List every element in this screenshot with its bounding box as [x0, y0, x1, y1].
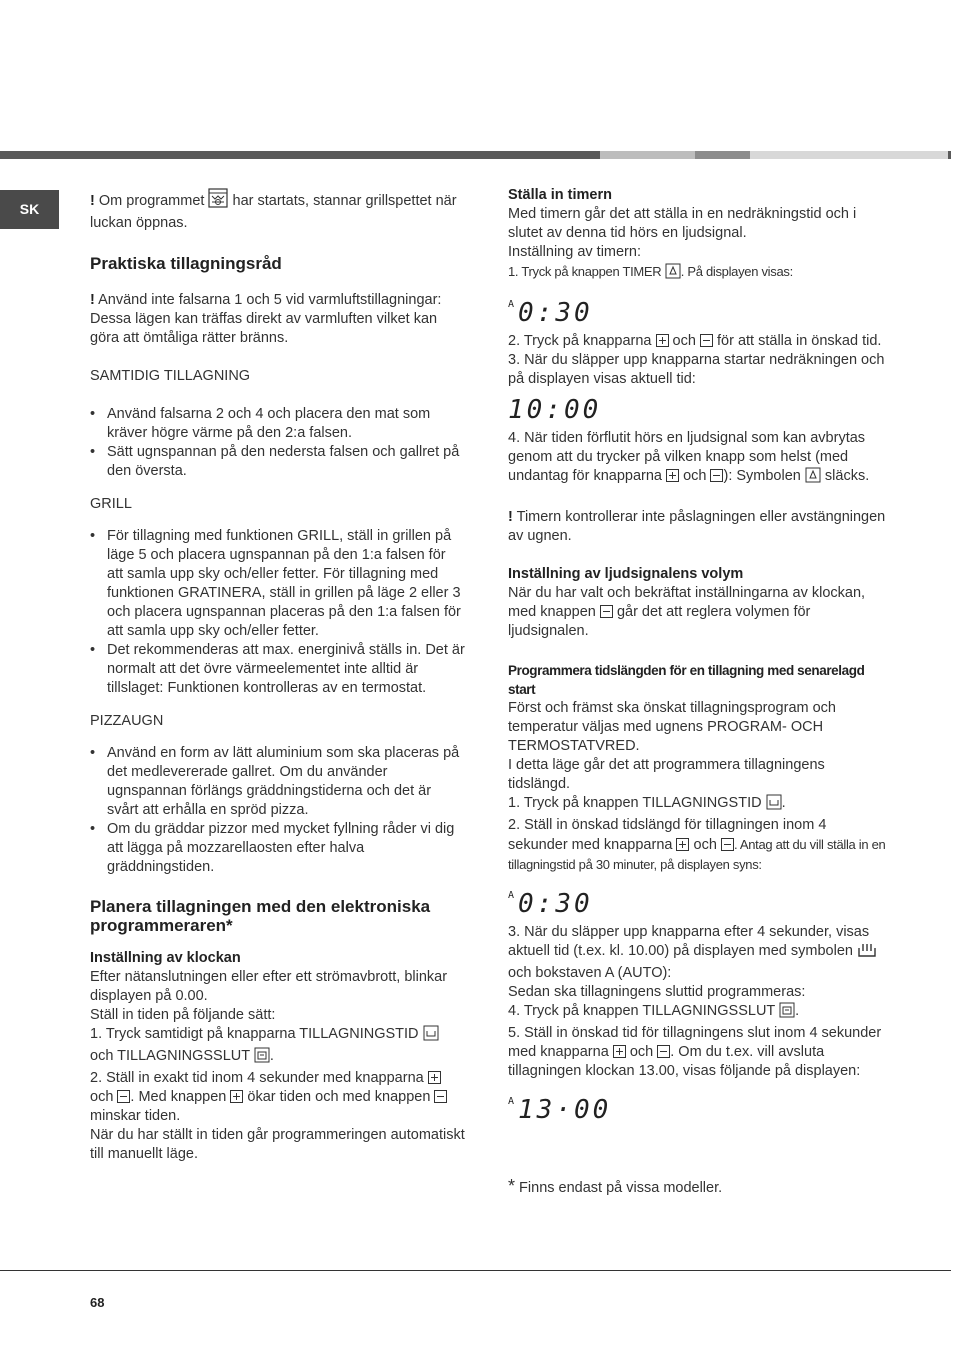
timern-text-2: Inställning av timern: [508, 244, 641, 260]
heading-pizza: PIZZAUGN [90, 713, 164, 729]
timern-step-1: 1. Tryck på knappen TIMER . På displayen visas: [508, 262, 888, 284]
klockan-text-3: När du har ställt in tiden går programmeringen automatiskt till manuellt läge. [90, 1127, 465, 1162]
klockan-text-2: Ställ in tiden på följande sätt: [90, 1007, 276, 1023]
timer-bell-icon [805, 467, 821, 489]
display-timer-030: $^A$ 0:30 [508, 298, 593, 328]
minus-button-icon [721, 838, 734, 851]
prog-text-3: Sedan ska tillagningens sluttid programmeras: [508, 984, 806, 1000]
minus-button-icon [117, 1090, 130, 1103]
heading-programmera: Programmera tidslängden för en tillagning med senarelagd start [508, 663, 865, 697]
klockan-step-2: 2. Ställ in exakt tid inom 4 sekunder med knapparna och . Med knappen ökar tiden och med knappen minskar tiden. [90, 1069, 465, 1126]
header-bar-mid [695, 151, 750, 159]
heading-ljud: Inställning av ljudsignalens volym [508, 566, 744, 582]
ljud-text: När du har valt och bekräftat inställningarna av klockan, med knappen går det att reglera volymen för ljudsignalen. [508, 585, 866, 639]
plus-button-icon [613, 1045, 626, 1058]
prog-text-1: Först och främst ska önskat tillagningsprogram och temperatur väljas med ugnens PROGRAM- OCH TERMOSTATVRED. [508, 700, 836, 754]
prog-step-5: 5. Ställ in önskad tid för tillagningens slut inom 4 sekunder med knapparna och . Om du t.ex. vill avsluta tillagningen klockan 13.00, visas följande på displayen: [508, 1025, 882, 1079]
note-rotisserie: ! Om programmet har startats, stannar grillspettet när luckan öppnas. [90, 188, 465, 233]
page-number: 68 [90, 1295, 105, 1310]
klockan-step-1: 1. Tryck samtidigt på knapparna TILLAGNINGSTID och TILLAGNINGSSLUT . [90, 1025, 465, 1069]
plus-button-icon [666, 469, 679, 482]
list-samtidig [90, 405, 465, 481]
list-item: • Om du gräddar pizzor med mycket fyllning råder vi dig att lägga på mozzarellaosten efter halva gräddningstiden. [90, 820, 465, 877]
minus-button-icon [657, 1045, 670, 1058]
prog-text-2: I detta läge går det att programmera tillagningens tidslängd. [508, 757, 825, 792]
display-clock-1000: 10:00 [508, 395, 602, 425]
display-duration-030: $^A$ 0:30 [508, 889, 593, 919]
minus-button-icon [600, 605, 613, 618]
heading-klockan: Inställning av klockan [90, 950, 241, 966]
list-item: • Sätt ugnspannan på den nedersta falsen och gallret på den översta. [90, 443, 465, 481]
list-pizza [90, 744, 465, 877]
heading-samtidig: SAMTIDIG TILLAGNING [90, 368, 251, 384]
timern-text-1: Med timern går det att ställa in en nedräkningstid och i slutet av denna tid hörs en ljudsignal. [508, 206, 857, 241]
timer-bell-icon [665, 263, 681, 284]
heading-grill: GRILL [90, 496, 132, 512]
minus-button-icon [710, 469, 723, 482]
plus-button-icon [676, 838, 689, 851]
display-end-1300: $^A$ 13·00 [508, 1095, 612, 1125]
list-item: • Använd falsarna 2 och 4 och placera den mat som kräver högre värme på den 2:a falsen. [90, 405, 465, 443]
timern-step-2: 2. Tryck på knapparna och för att ställa in önskad tid. [508, 333, 882, 349]
plus-button-icon [428, 1071, 441, 1084]
prog-step-2: 2. Ställ in önskad tidslängd för tillagningen inom 4 sekunder med knapparna och . Antag att du vill ställa in en tillagningstid på 30 minuter, på displayen syns: [508, 817, 886, 872]
note-timer: ! Timern kontrollerar inte påslagningen eller avstängningen av ugnen. [508, 509, 886, 544]
heading-praktiska: Praktiska tillagningsråd [90, 254, 282, 273]
timern-step-4: 4. När tiden förflutit hörs en ljudsignal som kan avbrytas genom att du trycker på vilken knapp som helst (med undantag för knapparna och ): Symbolen släcks. [508, 429, 888, 489]
left-column [90, 186, 465, 1164]
language-tab: SK [0, 190, 59, 229]
cooking-end-icon [779, 1002, 795, 1024]
heading-timern: Ställa in timern [508, 187, 612, 203]
right-column [508, 186, 888, 1198]
header-bar-light [600, 151, 695, 159]
heading-planera: Planera tillagningen med den elektroniska programmeraren* [90, 897, 431, 935]
prog-step-4: 4. Tryck på knappen TILLAGNINGSSLUT . [508, 1002, 888, 1024]
list-grill [90, 527, 465, 698]
cooking-time-icon [766, 794, 782, 816]
note-falsarna: ! Använd inte falsarna 1 och 5 vid varmluftstillagningar: Dessa lägen kan träffas direkt av varmluften vilket kan göra att ömtåliga rätter bränns. [90, 292, 442, 346]
prog-step-1: 1. Tryck på knappen TILLAGNINGSTID . [508, 794, 888, 816]
cooking-symbol-icon [857, 942, 877, 964]
list-item: • För tillagning med funktionen GRILL, ställ in grillen på läge 5 och placera ugnspannan på den 1:a falsen för att samla upp sky och/eller fetter. För tillagning med funktionen GRATINERA, ställ in grillen på läge 2 eller 3 och placera ugnspannan placeras på den 1:a falsen för att samla upp sky och/eller fetter. [90, 527, 465, 641]
list-item: • Använd en form av lätt aluminium som ska placeras på det medlevererade gallret. Om du använder ugnspannan förlängs gräddningstiderna och det är svårt att erhålla en spröd pizza. [90, 744, 465, 820]
rotisserie-icon [208, 188, 228, 214]
plus-button-icon [230, 1090, 243, 1103]
footer-divider [0, 1270, 951, 1271]
cooking-end-icon [254, 1047, 270, 1069]
klockan-text-1: Efter nätanslutningen eller efter ett strömavbrott, blinkar displayen på 0.00. [90, 969, 448, 1004]
header-bar-pale [750, 151, 948, 159]
list-item: • Det rekommenderas att max. energinivå ställs in. Det är normalt att det övre värmeelementet inte alltid är tillslaget: Funktionen kontrolleras av en termostat. [90, 641, 465, 698]
footnote: * Finns endast på vissa modeller. [508, 1176, 723, 1196]
minus-button-icon [700, 334, 713, 347]
cooking-time-icon [423, 1025, 439, 1047]
plus-button-icon [656, 334, 669, 347]
minus-button-icon [434, 1090, 447, 1103]
header-bar-dark [0, 151, 600, 159]
prog-step-3: 3. När du släpper upp knapparna efter 4 sekunder, visas aktuell tid (t.ex. kl. 10.00) på displayen med symbolen och bokstaven A (AUTO): [508, 923, 888, 983]
timern-step-3: 3. När du släpper upp knapparna startar nedräkningen och på displayen visas aktuell tid: [508, 352, 885, 387]
header-bar-end [948, 151, 951, 159]
